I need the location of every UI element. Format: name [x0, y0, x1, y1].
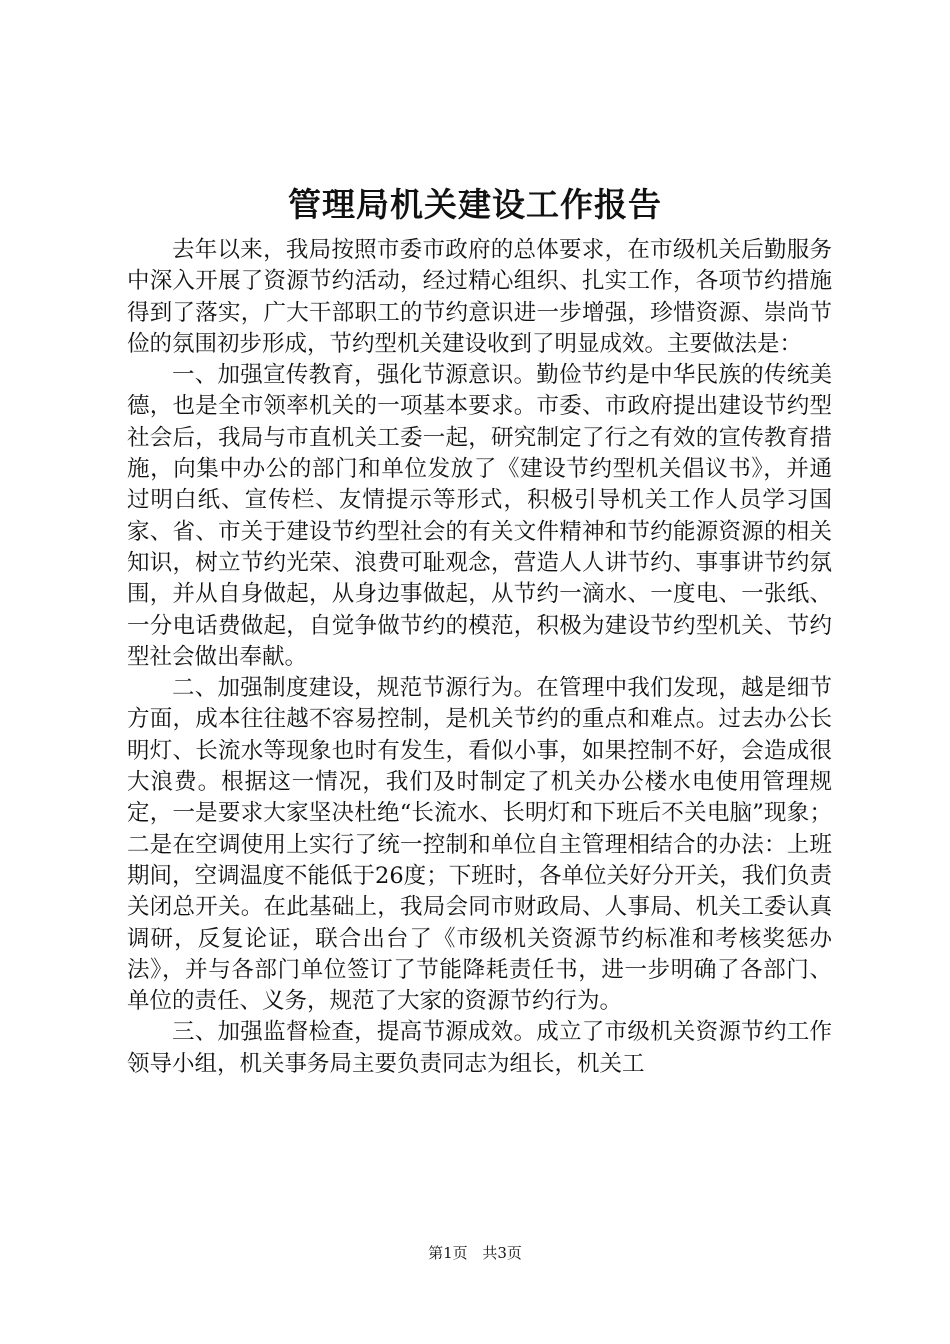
page-number: 第1页	[428, 1244, 468, 1262]
page-footer	[0, 1243, 950, 1263]
paragraph-section-3: 三、加强监督检查，提高节源成效。成立了市级机关资源节约工作领导小组，机关事务局主要负责同志为组长，机关工	[127, 1019, 832, 1077]
paragraph-section-2: 二、加强制度建设，规范节源行为。在管理中我们发现，越是细节方面，成本往往越不容易控制，是机关节约的重点和难点。过去办公长明灯、长流水等现象也时有发生，看似小事，如果控制不好，会造成很大浪费。根据这一情况，我们及时制定了机关办公楼水电使用管理规定，一是要求大家坚决杜绝“长流水、长明灯和下班后不关电脑”现象；二是在空调使用上实行了统一控制和单位自主管理相结合的办法：上班期间，空调温度不能低于26度；下班时，各单位关好分开关，我们负责关闭总开关。在此基础上，我局会同市财政局、人事局、机关工委认真调研，反复论证，联合出台了《市级机关资源节约标准和考核奖惩办法》，并与各部门单位签订了节能降耗责任书，进一步明确了各部门、单位的责任、义务，规范了大家的资源节约行为。	[127, 675, 832, 1015]
paragraph-intro: 去年以来，我局按照市委市政府的总体要求，在市级机关后勤服务中深入开展了资源节约活动，经过精心组织、扎实工作，各项节约措施得到了落实，广大干部职工的节约意识进一步增强，珍惜资源、崇尚节俭的氛围初步形成，节约型机关建设收到了明显成效。主要做法是：	[127, 237, 832, 357]
paragraph-section-1: 一、加强宣传教育，强化节源意识。勤俭节约是中华民族的传统美德，也是全市领率机关的一项基本要求。市委、市政府提出建设节约型社会后，我局与市直机关工委一起，研究制定了行之有效的宣传教育措施，向集中办公的部门和单位发放了《建设节约型机关倡议书》，并通过明白纸、宣传栏、友情提示等形式，积极引导机关工作人员学习国家、省、市关于建设节约型社会的有关文件精神和节约能源资源的相关知识，树立节约光荣、浪费可耻观念，营造人人讲节约、事事讲节约氛围，并从自身做起，从身边事做起，从节约一滴水、一度电、一张纸、一分电话费做起，自觉争做节约的模范，积极为建设节约型机关、节约型社会做出奉献。	[127, 362, 832, 670]
page-total: 共3页	[482, 1244, 522, 1262]
document-title: 管理局机关建设工作报告	[288, 185, 662, 224]
document-body	[127, 235, 832, 1080]
